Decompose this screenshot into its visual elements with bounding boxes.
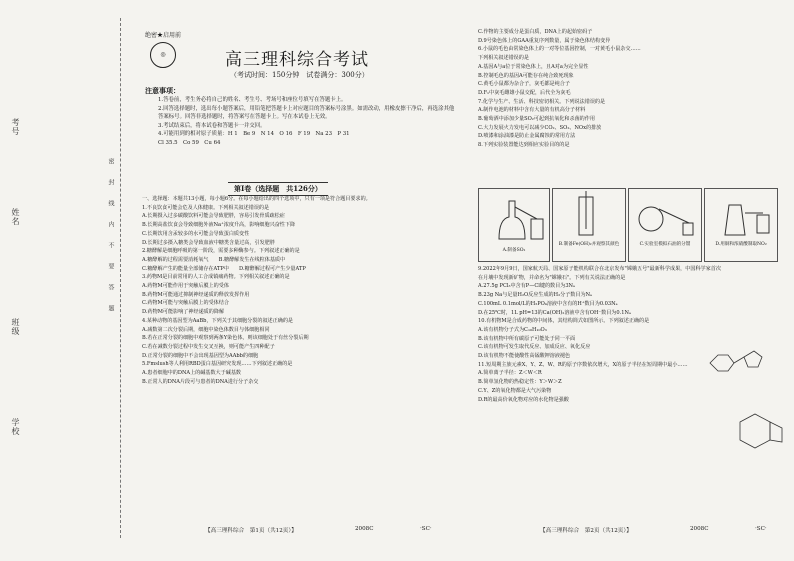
question-line: C.该有机物可发生取代反应、加成反应、氧化反应	[478, 344, 591, 351]
apparatus-b-drawing	[553, 189, 625, 239]
question-line: A.长期摄入过多碳酸饮料可能会导致肥胖，容易引发骨质疏松症	[142, 213, 285, 220]
question-line: B.23g Na与足量H₂O反应生成的H₂分子数目为Nₐ	[478, 292, 593, 299]
experiment-apparatus-figure	[478, 188, 778, 260]
notice-list	[158, 96, 458, 148]
question-line: 一、选择题：本题共13小题，每小题6分。在每小题给出的四个选项中，只有一项是符合题目要求的。	[142, 196, 371, 202]
question-line: 2.糖酵解是细胞呼吸的第一阶段，需要多种酶参与。下列叙述正确的是	[142, 248, 300, 255]
molecule-m-structure	[700, 343, 770, 383]
question-line: 下列相关叙述错误的是	[478, 55, 529, 62]
question-line: D.正常分裂的细胞中不会出现基因型为AAbb的细胞	[142, 352, 259, 359]
apparatus-a-label: A.制备SO₂	[502, 248, 526, 253]
question-line: B.葡萄酒中添加少量SO₂可起到抗氧化和杀菌的作用	[478, 116, 595, 123]
question-line: A.基因A与a位于常染色体上，且A对a为完全显性	[478, 63, 589, 70]
right-questions-top	[478, 28, 790, 150]
question-line: 8.下列实验装置能达到相应实验目的的是	[478, 142, 570, 149]
question-line: A.制作电池的材料中含有大量的有机高分子材料	[478, 107, 586, 114]
question-line: A.减数第二次分裂后期，细胞中染色体数目与体细胞相同	[142, 326, 270, 333]
notice-item: 1.答卷前，考生务必将自己的姓名、考生号、考场号和座位号填写在答题卡上。	[158, 97, 347, 103]
question-line: D.喷漆和涂油漆是防止金属腐蚀的常用方法	[478, 133, 576, 140]
notice-item: 3.考试结束后，将本试卷和答题卡一并交回。	[158, 122, 266, 129]
binding-label-name: 姓名	[11, 208, 20, 226]
notice-item: 2.回答选择题时，选出每小题答案后，用铅笔把答题卡上对应题目的答案标号涂黑。如需改动，用橡皮擦干净后，再选涂其他答案标号。回答非选择题时，将答案写在答题卡上。写在本试卷上无效。	[158, 105, 455, 121]
question-line: B.该有机物中所有碳原子可能处于同一平面	[478, 335, 576, 342]
question-line: C.药物M可能与突触后膜上的受体结合	[142, 300, 229, 307]
confidential-mark: 绝密★启用前	[145, 32, 182, 39]
binding-margin	[11, 18, 121, 538]
question-line: A.该有机物分子式为C₁₀H₁₀O₃	[478, 326, 547, 333]
apparatus-c-label: C.实验室模拟石油的分馏	[639, 242, 691, 247]
question-line: B.简单氢化物的热稳定性：Y＞W＞Z	[478, 379, 562, 386]
apparatus-c-drawing	[629, 189, 701, 239]
apparatus-a	[478, 188, 550, 262]
question-line: C.Y、Z的氧化物都是大气污染物	[478, 387, 552, 394]
exam-title: 高三理科综合考试	[225, 50, 369, 70]
question-line: D.长期过多摄入糖类会导致血液中糖类含量过高，引发肥胖	[142, 239, 275, 246]
question-line: 9.2022年9月9日，国家航天局、国家原子能机构联合在北京发布"嫦娥五号"最新科学成果，中国科学家首次	[478, 266, 721, 272]
footer-code-2: 2008C	[690, 526, 709, 532]
left-questions	[142, 195, 458, 386]
question-line: C.作物的主要成分是蛋白质，DNA上的起始密码子	[478, 29, 593, 35]
question-line: C.若在减数分裂过程中发生交叉互换，则可能产生四种配子	[142, 343, 275, 350]
question-line: D.药物M可能影响了神经递质的降解	[142, 309, 225, 316]
question-line: D.该有机物不能使酸性高锰酸钾溶液褪色	[478, 353, 571, 360]
question-line: C.100mL 0.1mol/L的H₃PO₄溶液中含有的H⁺数目为0.03Nₐ	[478, 300, 618, 307]
question-line: 1.不良饮食可能会危及人体健康。下列相关叙述错误的是	[142, 204, 270, 211]
question-line: B.药物M可能通过抑制神经递质的释放发挥作用	[142, 291, 250, 298]
notice-heading: 注意事项：	[145, 86, 180, 95]
footer-code-1: 2008C	[355, 526, 374, 532]
footer-page-1: 【高三理科综合 第1页（共12页）】	[205, 528, 297, 534]
question-line: 7.化学与生产、生活、科技密切相关。下列说法错误的是	[478, 98, 606, 105]
question-line: A.患者细胞中的DNA上的碱基数大于碱基数	[142, 370, 242, 377]
footer-page-2: 【高三理科综合 第2页（共12页）】	[540, 528, 632, 534]
question-line: C.黄毛小鼠都为杂合子，灰毛都是纯合子	[478, 81, 570, 88]
question-line: C.糖酵解产生的能量全部储存在ATP中 D.糖酵解过程可产生少量ATP	[142, 265, 306, 272]
notice-item: Cl 35.5 Co 59 Cu 64	[158, 139, 221, 146]
notice-item: 4.可能用到的相对原子质量：H 1 Be 9 N 14 O 16 F 19 Na 23 P 31	[158, 131, 350, 138]
binding-line-text: 密 封 线 内 不 要 答 题	[107, 158, 114, 312]
question-line: B.控制毛色的基因A可能存在纯合致死现象	[478, 72, 574, 79]
question-line: 5.Fmslush等人利用RBD蛋白基因研究发现……下列叙述正确的是	[142, 361, 293, 368]
question-line: 6.小鼠的毛色由常染色体上的一对等位基因控制，一对黄毛小鼠杂交……	[478, 46, 641, 53]
question-line: 11.短周期主族元素X、Y、Z、W、R的原子序数依次增大，X的原子半径在短周期中最小……	[478, 361, 688, 368]
binding-label-exam-number: 考号	[11, 118, 20, 136]
binding-label-class: 班级	[11, 318, 20, 336]
question-line: 4.某种动物的基因型为AaBb，下列关于其细胞分裂的叙述正确的是	[142, 317, 294, 324]
question-line: 10.有机物M是合成药物的中间体，其结构简式如图所示。下列叙述正确的是	[478, 318, 650, 325]
question-line: A.27.5g PCl₃中含有P—Cl键的数目为3Nₐ	[478, 283, 575, 290]
question-line: C.大力发展火力发电可以减少CO₂、SO₂、NOx的排放	[478, 124, 602, 131]
question-line: 3.药物M是目前常用的人工合成镇痛药物。下列相关叙述正确的是	[142, 274, 290, 281]
question-line: D.在25℃时，1L pH=13的Ca(OH)₂溶液中含有OH⁻数目为0.1Nₐ	[478, 309, 631, 316]
footer-mark-2: ·SC·	[755, 526, 767, 532]
apparatus-d-drawing	[705, 189, 777, 239]
question-line: A.糖酵解的过程需要消耗氧气 B.糖酵解发生在线粒体基质中	[142, 256, 286, 263]
question-line: A.药物M可能作用于突触后膜上的受体	[142, 283, 229, 290]
apparatus-b	[552, 188, 626, 262]
publisher-logo: ◎	[150, 42, 176, 68]
question-line: 在月壤中发现新矿物，并命名为"嫦娥石"。下列有关说法正确的是	[478, 274, 626, 281]
question-line: A.简单离子半径：Z＜W＜R	[478, 370, 542, 377]
question-line: B.若在正常分裂的细胞中观察到两条Y染色体，则该细胞处于有丝分裂后期	[142, 335, 309, 342]
question-line: D.9号染色体上的GAA重复序列数量，属于染色体结构变异	[478, 37, 611, 44]
footer-mark-1: ·SC·	[420, 526, 432, 532]
apparatus-d	[704, 188, 778, 262]
question-line: D.F₁中灰毛雌雄小鼠交配，后代全为灰毛	[478, 89, 571, 96]
exam-subtitle: （考试时间：150分钟 试卷满分：300分）	[230, 71, 369, 79]
question-line: B.正常人的DNA片段可与患者的DNA进行分子杂交	[142, 378, 259, 385]
question-line: B.长期高盐饮食会导致细胞外液Na⁺浓度升高，影响细胞兴奋性下降	[142, 222, 296, 229]
apparatus-a-drawing	[479, 189, 549, 245]
binding-label-school: 学校	[11, 418, 20, 436]
question-line: D.R的最高价氧化物对应的水化物是强酸	[478, 396, 569, 403]
right-questions-bottom	[478, 265, 790, 404]
part-one-heading: 第Ⅰ卷（选择题 共126分）	[228, 182, 328, 196]
apparatus-c	[628, 188, 702, 262]
compound-structure	[720, 402, 790, 472]
question-line: C.长期饮用含汞较多的水可能会导致蛋白质变性	[142, 230, 250, 237]
apparatus-b-label: B.制备Fe(OH)₂并观察其颜色	[558, 242, 620, 247]
apparatus-d-label: D.用铜和浓硝酸制取NO₂	[715, 242, 767, 247]
